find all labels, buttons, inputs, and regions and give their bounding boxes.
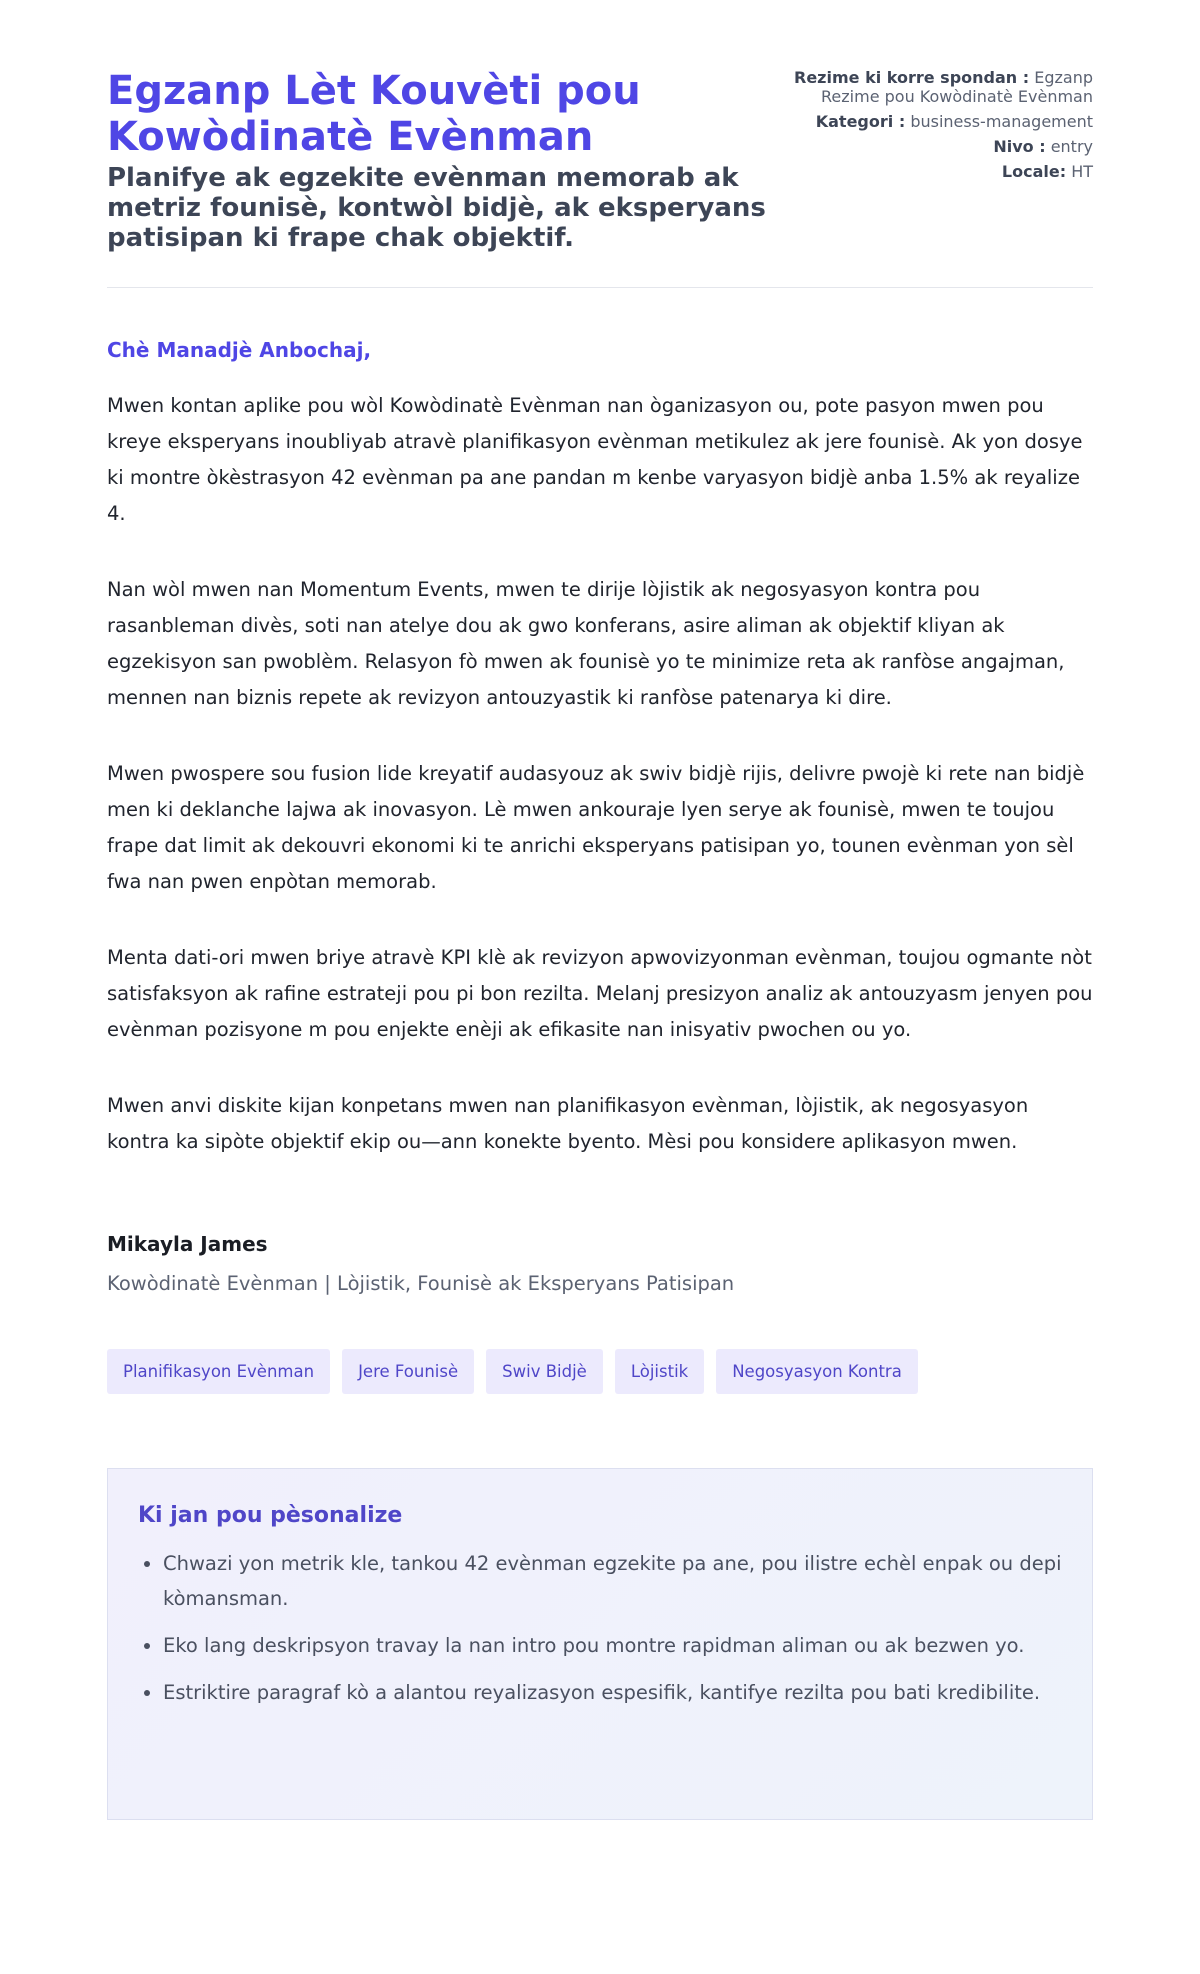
meta-level	[793, 137, 1093, 156]
letter-paragraph: Mwen pwospere sou fusion lide kreyatif audasyouz ak swiv bidjè rijis, delivre pwojè ki rete nan bidjè men ki deklanche lajwa ak inovasyon. Lè mwen ankouraje lyen serye ak founisè, mwen te toujou frape dat limit ak dekouvri ekonomi ki te anrichi eksperyans patisipan yo, tounen evènman yon sèl fwa nan pwen enpòtan memorab.	[107, 762, 1085, 893]
letter-body	[107, 388, 1093, 1160]
signature-role: Kowòdinatè Evènman | Lòjistik, Founisè ak Eksperyans Patisipan	[107, 1272, 735, 1295]
meta-label: Locale:	[1001, 162, 1067, 181]
meta-value: business-management	[910, 112, 1093, 131]
meta-label: Kategori :	[815, 112, 906, 131]
tip-item: • Estriktire paragraf kò a alantou reyalizasyon espesifik, kantifye rezilta pou bati kredibilite.	[163, 1675, 1062, 1710]
page-subtitle: Planifye ak egzekite evènman memorab ak metriz founisè, kontwòl bidjè, ak eksperyans patisipan ki frape chak objektif.	[107, 163, 766, 253]
meta-label: Nivo :	[993, 137, 1046, 156]
letter-paragraph: Mwen anvi diskite kijan konpetans mwen nan planifikasyon evènman, lòjistik, ak negosyasyon kontra ka sipòte objektif ekip ou—ann konekte byento. Mèsi pou konsidere aplikasyon mwen.	[107, 1094, 1029, 1153]
page-header	[107, 0, 1093, 288]
page-title: Egzanp Lèt Kouvèti pou Kowòdinatè Evènman	[107, 68, 641, 160]
meta-value: HT	[1071, 162, 1093, 181]
skill-tag: Swiv Bidjè	[486, 1349, 603, 1394]
customization-tips	[107, 1468, 1093, 1820]
tips-title: Ki jan pou pèsonalize	[138, 1503, 403, 1528]
skill-tags	[107, 1349, 1093, 1394]
meta-matching-resume	[793, 68, 1093, 106]
skill-tag: Lòjistik	[615, 1349, 704, 1394]
signature-name: Mikayla James	[107, 1232, 268, 1256]
skill-tag: Jere Founisè	[342, 1349, 474, 1394]
meta-value: Egzanp Rezime pou Kowòdinatè Evènman	[821, 68, 1093, 106]
title-block	[107, 68, 787, 253]
letter-paragraph: Mwen kontan aplike pou wòl Kowòdinatè Evènman nan òganizasyon ou, pote pasyon mwen pou kreye eksperyans inoubliyab atravè planifikasyon evènman metikulez ak jere founisè. Ak yon dosye ki montre òkèstrasyon 42 evènman pa ane pandan m kenbe varyasyon bidjè anba 1.5% ak reyalize 4.	[107, 394, 1083, 525]
tip-item: • Chwazi yon metrik kle, tankou 42 evènman egzekite pa ane, pou ilistre echèl enpak ou depi kòmansman.	[163, 1546, 1062, 1616]
meta-category	[793, 112, 1093, 131]
tips-list	[138, 1546, 1062, 1710]
tip-item: • Eko lang deskripsyon travay la nan intro pou montre rapidman aliman ou ak bezwen yo.	[163, 1628, 1062, 1663]
skill-tag: Planifikasyon Evènman	[107, 1349, 330, 1394]
letter-greeting: Chè Manadjè Anbochaj,	[107, 338, 372, 362]
meta-locale	[793, 162, 1093, 181]
meta-panel	[793, 68, 1093, 187]
skill-tag: Negosyasyon Kontra	[716, 1349, 918, 1394]
meta-value: entry	[1050, 137, 1093, 156]
letter-paragraph: Nan wòl mwen nan Momentum Events, mwen te dirije lòjistik ak negosyasyon kontra pou rasanbleman divès, soti nan atelye dou ak gwo konferans, asire aliman ak objektif kliyan ak egzekisyon san pwoblèm. Relasyon fò mwen ak founisè yo te minimize reta ak ranfòse angajman, mennen nan biznis repete ak revizyon antouzyastik ki ranfòse patenarya ki dire.	[107, 578, 1065, 709]
letter-paragraph: Menta dati-ori mwen briye atravè KPI klè ak revizyon apwovizyonman evènman, toujou ogmante nòt satisfaksyon ak rafine estrateji pou pi bon rezilta. Melanj presizyon analiz ak antouzyasm jenyen pou evènman pozisyone m pou enjekte enèji ak efikasite nan inisyativ pwochen ou yo.	[107, 946, 1093, 1041]
signature-block	[107, 1232, 1093, 1295]
meta-label: Rezime ki korre spondan :	[794, 68, 1030, 87]
